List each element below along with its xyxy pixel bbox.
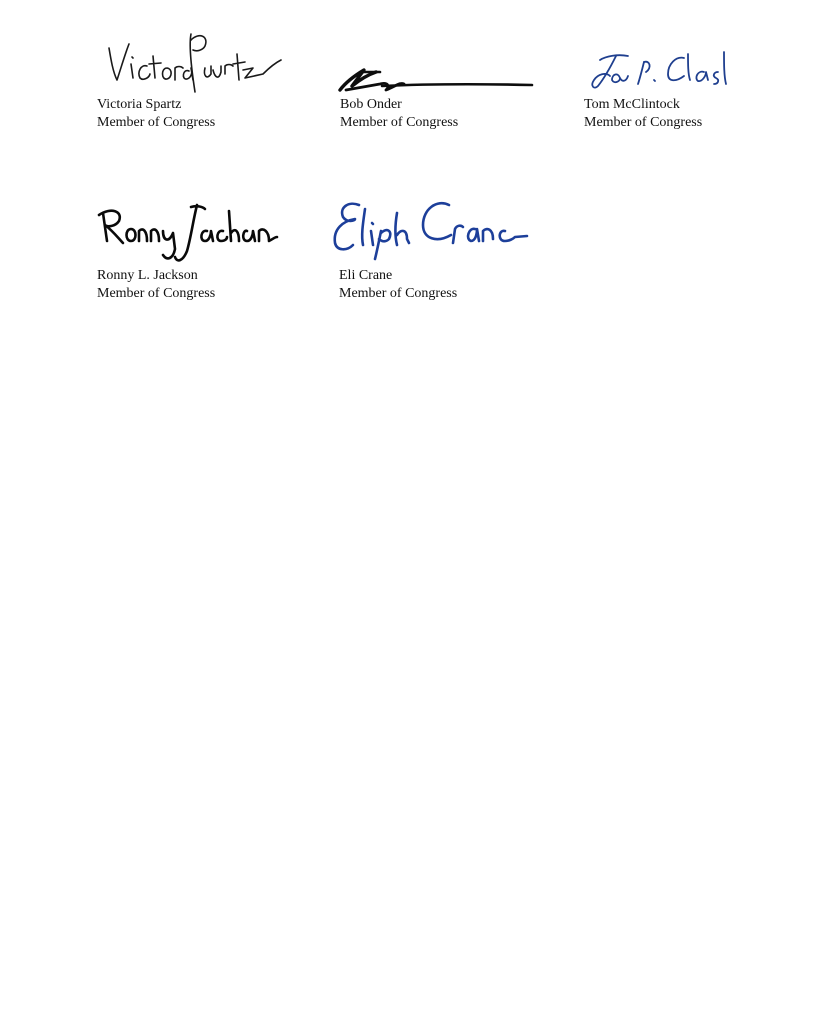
handwritten-signature <box>588 48 738 96</box>
handwritten-signature <box>336 56 546 96</box>
signer-title: Member of Congress <box>339 286 458 301</box>
signer-title: Member of Congress <box>97 115 216 130</box>
handwritten-signature <box>103 26 283 96</box>
handwritten-signature <box>97 201 287 267</box>
signer-name: Victoria Spartz <box>97 97 182 112</box>
signer-title: Member of Congress <box>340 115 459 130</box>
signer-title: Member of Congress <box>584 115 703 130</box>
signer-title: Member of Congress <box>97 286 216 301</box>
signer-name: Eli Crane <box>339 268 393 283</box>
signer-name: Bob Onder <box>340 97 402 112</box>
handwritten-signature <box>329 195 529 261</box>
signer-name: Ronny L. Jackson <box>97 268 198 283</box>
signer-name: Tom McClintock <box>584 97 680 112</box>
